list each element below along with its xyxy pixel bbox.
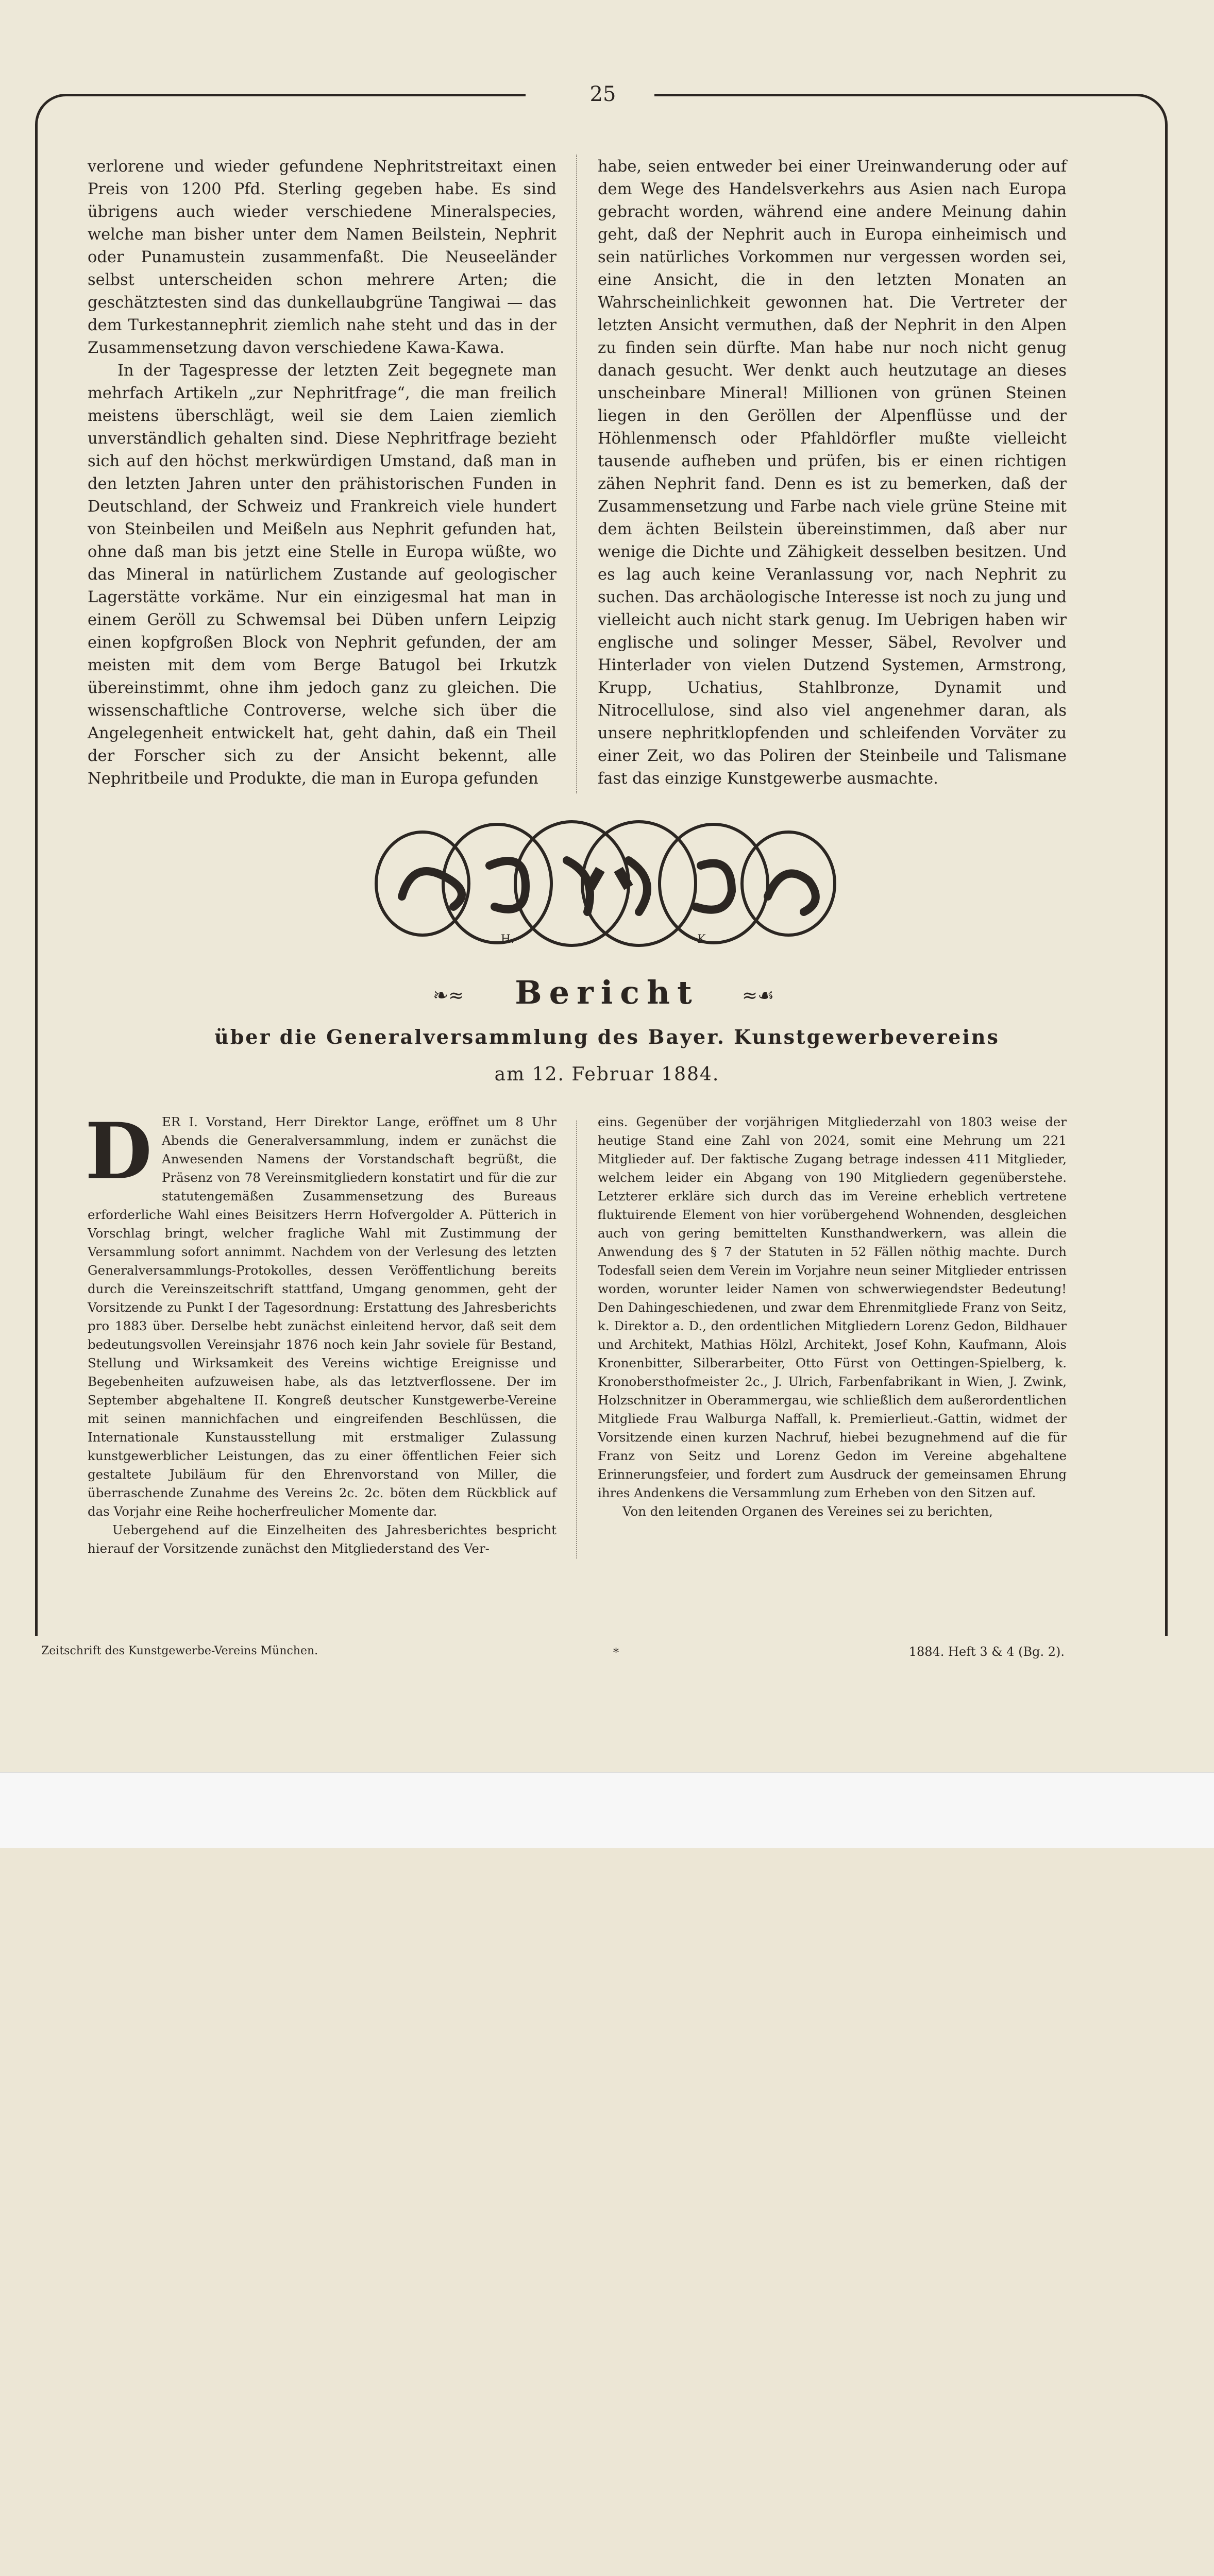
column-divider [576,1121,577,1558]
paragraph: Von den leitenden Organen des Vereines sei zu berichten, [622,1504,993,1519]
heading-ornament-left-icon: ❧≈ [433,985,464,1006]
paragraph: In der Tagespresse der letzten Zeit begegnete man mehrfach Artikeln „zur Nephritfrage“, die man freilich meistens überschlägt, weil sie dem Laien ziemlich unverständlich gehalten sind. Diese Nephritfrage bezieht sich auf den höchst merkwürdigen Umstand, daß man in den letzten Jahren unter den prähistorischen Funden in Deutschland, der Schweiz und Frankreich viele hundert von Steinbeilen und Meißeln aus Nephrit gefunden hat, ohne daß man bis jetzt eine Stelle in Europa wüßte, wo das Mineral in natürlichem Zustande auf geologischer Lagerstätte vorkäme. Nur ein einzigesmal hat man in einem Geröll zu Schwemsal bei Düben unfern Leipzig einen kopfgroßen Block von Nephrit gefunden, der am meisten mit dem vom Berge Batugol bei Irkutzk übereinstimmt, ohne ihm jedoch ganz zu gleichen. Die wissenschaftliche Controverse, welche sich über die Angelegenheit entwickelt hat, geht dahin, daß ein Theil der Forscher sich zu der Ansicht bekennt, alle Nephritbeile und Produkte, die man in Europa gefunden [88,362,557,788]
page-number: 25 [589,82,616,106]
section-title: Bericht [515,974,699,1011]
paragraph: Uebergehend auf die Einzelheiten des Jahresberichtes bespricht hierauf der Vorsitzende zunächst den Mitgliederstand des Ver- [88,1522,557,1556]
article-column-right [598,156,1067,790]
report-column-right [598,1113,1067,1521]
dropcap: D [85,1106,153,1197]
section-date: am 12. Februar 1884. [494,1064,720,1085]
viewer-footer-bar [0,1772,1214,1848]
article-column-left [88,156,557,790]
footer-journal: Zeitschrift des Kunstgewerbe-Vereins München. [41,1645,318,1657]
paragraph: verlorene und wieder gefundene Nephritstreitaxt einen Preis von 1200 Pfd. Sterling gegeben habe. Es sind übrigens auch wieder verschiedene Mineralspecies, welche man bisher unter dem Namen Beilstein, Nephrit oder Punamustein zusammenfaßt. Die Neuseeländer selbst unterscheiden schon mehrere Arten; die geschätztesten sind das dunkellaubgrüne Tangiwai — das dem Turkestannephrit ziemlich nahe steht und das in der Zusammensetzung davon verschiedene Kawa-Kawa. [88,158,557,357]
footer-mark: * [613,1647,619,1659]
heading-ornament-right-icon: ≈☙ [742,985,774,1006]
column-divider [576,155,577,793]
vignette-initial: H. [500,933,515,946]
report-column-left [85,1106,557,1558]
paragraph: ER I. Vorstand, Herr Direktor Lange, eröffnet um 8 Uhr Abends die Generalversammlung, indem er zunächst die Anwesenden Namens der Vorstandschaft begrüßt, die Präsenz von 78 Vereinsmitgliedern konstatirt und für die zur statutengemäßen Zusammensetzung des Bureaus erforderliche Wahl eines Beisitzers Herrn Hofvergolder A. Pütterich in Vorschlag bringt, welcher fragliche Wahl mit Zustimmung der Versammlung sofort annimmt. Nachdem von der Verlesung des letzten Generalversammlungs-Protokolles, dessen Veröffentlichung bereits durch die Vereinszeitschrift stattfand, Umgang genommen, geht der Vorsitzende zu Punkt I der Tagesordnung: Erstattung des Jahresberichts pro 1883 über. Derselbe hebt zunächst einleitend hervor, daß seit dem bedeutungsvollen Vereinsjahr 1876 noch kein Jahr soviele für Bestand, Stellung und Wirksamkeit des Vereins wichtige Ereignisse und Begebenheiten aufzuweisen habe, als das letztverflossene. Der im September abgehaltene II. Kongreß deutscher Kunstgewerbe-Vereine mit seinen mannichfachen und eingreifenden Beschlüssen, die Internationale Kunstausstellung mit erstmaliger Zulassung kunstgewerblicher Leistungen, das zu einer öffentlichen Feier sich gestaltete Jubiläum für den Ehrenvorstand von Miller, die überraschende Zunahme des Vereins 2c. 2c. böten dem Rückblick auf das Vorjahr eine Reihe hocherfreulicher Momente dar. [88,1114,557,1519]
paragraph: eins. Gegenüber der vorjährigen Mitgliederzahl von 1803 weise der heutige Stand eine Zahl von 2024, somit eine Mehrung um 221 Mitglieder auf. Der faktische Zugang betrage indessen 411 Mitglieder, welchem leider ein Abgang von 190 Mitgliedern gegenüberstehe. Letzterer erkläre sich durch das im Vereine erheblich vertretene fluktuirende Element von hier vorübergehend Wohnenden, desgleichen auch von gering bemittelten Kunsthandwerkern, was allein die Anwendung des § 7 der Statuten in 52 Fällen nöthig machte. Durch Todesfall seien dem Verein im Vorjahre neun seiner Mitglieder entrissen worden, worunter leider Namen von schwerwiegendster Bedeutung! Den Dahingeschiedenen, und zwar dem Ehrenmitgliede Franz von Seitz, k. Direktor a. D., den ordentlichen Mitgliedern Lorenz Gedon, Bildhauer und Architekt, Mathias Hölzl, Architekt, Josef Kohn, Kaufmann, Alois Kronenbitter, Silberarbeiter, Otto Fürst von Oettingen-Spielberg, k. Kronobersthofmeister 2c., J. Ulrich, Farbenfabrikant in Wien, J. Zwink, Holzschnitzer in Oberammergau, wie schließlich dem außerordentlichen Mitgliede Frau Walburga Naffall, k. Premierlieut.-Gattin, widmet der Vorsitzende einen kurzen Nachruf, hiebei bezugnehmend auf die für Franz von Seitz und Lorenz Gedon im Vereine abgehaltene Erinnerungsfeier, und fordert zum Ausdruck der gemeinsamen Ehrung ihres Andenkens die Versammlung zum Erheben von den Sitzen auf. [598,1114,1067,1500]
ornamental-vignette [371,819,840,948]
vignette-initial: K. [697,933,710,946]
paragraph: habe, seien entweder bei einer Ureinwanderung oder auf dem Wege des Handelsverkehrs aus Asien nach Europa gebracht worden, während eine andere Meinung dahin geht, daß der Nephrit auch in Europa einheimisch und sein natürliches Vorkommen nur vergessen worden sei, eine Ansicht, die in den letzten Monaten an Wahrscheinlichkeit gewonnen hat. Die Vertreter der letzten Ansicht vermuthen, daß der Nephrit in den Alpen zu finden sein dürfte. Man habe nur noch nicht genug danach gesucht. Wer denkt auch heutzutage an dieses unscheinbare Mineral! Millionen von grünen Steinen liegen in den Geröllen der Alpenflüsse und der Höhlenmensch oder Pfahldörfler mußte vielleicht tausende aufheben und prüfen, bis er einen richtigen zähen Nephrit fand. Denn es ist zu bemerken, daß der Zusammensetzung und Farbe nach viele grüne Steine mit dem ächten Beilstein übereinstimmen, daß aber nur wenige die Dichte und Zähigkeit desselben besitzen. Und es lag auch keine Veranlassung vor, nach Nephrit zu suchen. Das archäologische Interesse ist noch zu jung und vielleicht auch nicht stark genug. Im Uebrigen haben wir englische und solinger Messer, Säbel, Revolver und Hinterlader von vielen Dutzend Systemen, Armstrong, Krupp, Uchatius, Stahlbronze, Dynamit und Nitrocellulose, sind also viel angenehmer daran, als unsere nephritklopfenden und schleifenden Vorväter zu einer Zeit, wo das Poliren der Steinbeile und Talismane fast das einzige Kunstgewerbe ausmachte. [598,158,1067,788]
footer-issue: 1884. Heft 3 & 4 (Bg. 2). [908,1645,1065,1659]
section-subtitle: über die Generalversammlung des Bayer. Kunstgewerbevereins [214,1025,1000,1048]
